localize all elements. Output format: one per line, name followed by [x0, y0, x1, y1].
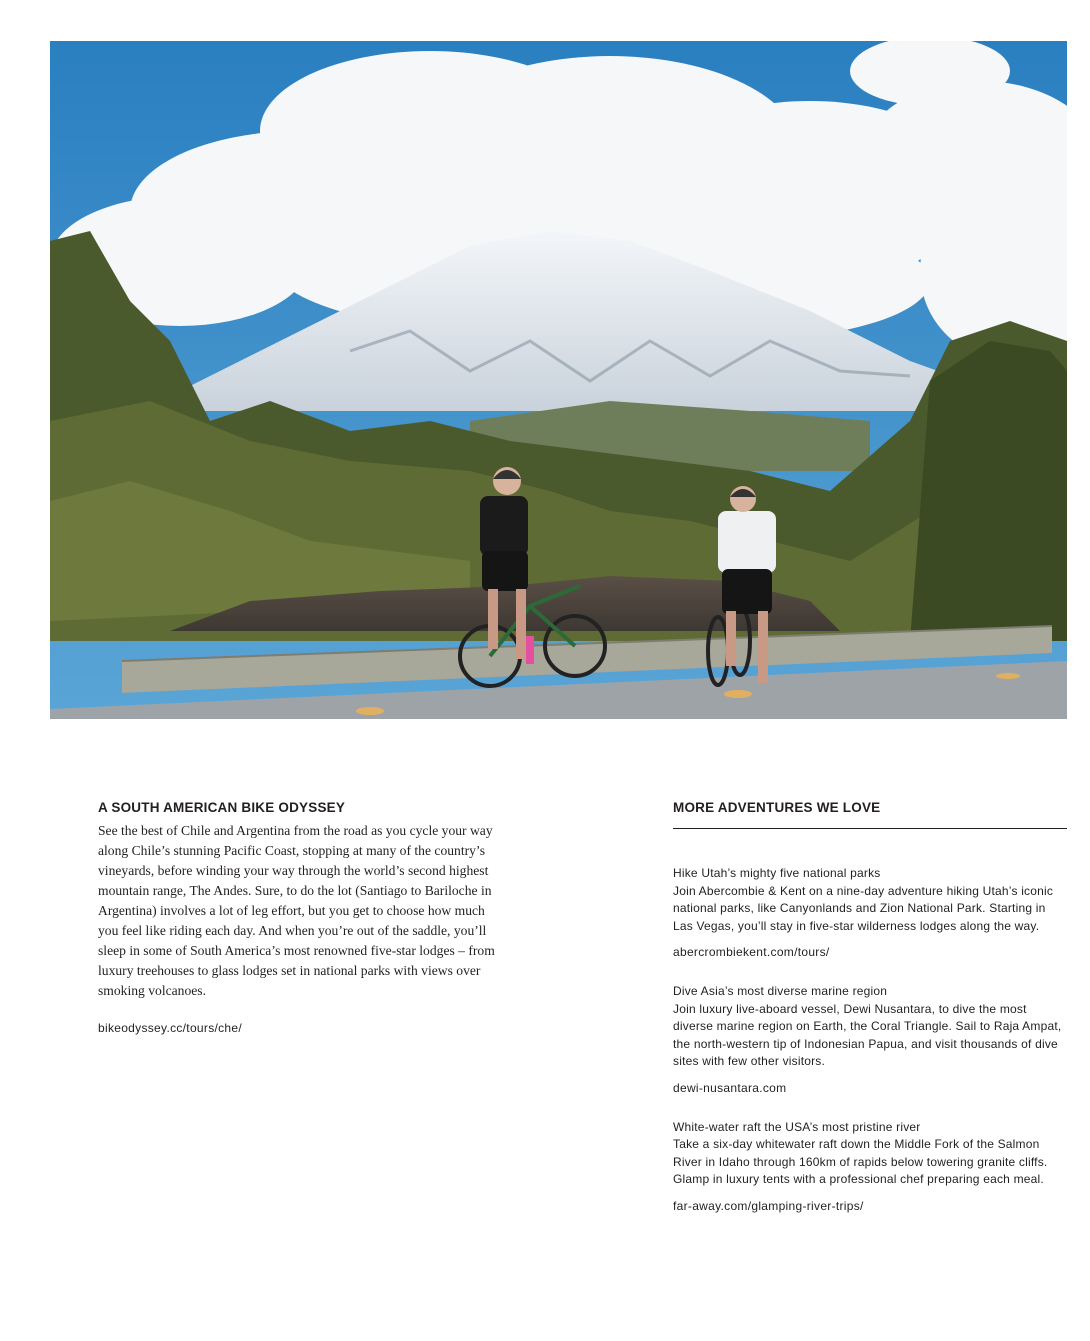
adventure-item [673, 1119, 1067, 1213]
volcano-cyclists-image [50, 41, 1067, 719]
adventure-item [673, 983, 1067, 1095]
adventure-title: Dive Asia’s most diverse marine region [673, 984, 888, 998]
more-adventures-sidebar [673, 799, 1067, 1213]
hero-photo [50, 41, 1067, 719]
adventure-link[interactable]: far-away.com/glamping-river-trips/ [673, 1198, 864, 1213]
adventure-description: Take a six-day whitewater raft down the Middle Fork of the Salmon River in Idaho through 160km of rapids below towering granite cliffs. Glamp in luxury tents with a professional chef preparing each meal. [673, 1137, 1048, 1186]
article-link[interactable]: bikeodyssey.cc/tours/che/ [98, 1021, 243, 1035]
adventure-link[interactable]: dewi-nusantara.com [673, 1080, 787, 1095]
adventure-title: Hike Utah’s mighty five national parks [673, 866, 881, 880]
article-body: See the best of Chile and Argentina from the road as you cycle your way along Chile’s stunning Pacific Coast, stopping at many of the country’s vineyards, before winding your way through the world’s second highest mountain range, The Andes. Sure, to do the lot (Santiago to Bariloche in Argentina) involves a lot of leg effort, but you get to choose how much you feel like riding each day. And when you’re out of the saddle, you’ll sleep in some of South America’s most renowned five-star lodges – from luxury treehouses to glass lodges set in national parks with views over smoking volcanoes. [98, 823, 495, 998]
article-title: A SOUTH AMERICAN BIKE ODYSSEY [98, 800, 346, 815]
adventure-title: White-water raft the USA’s most pristine river [673, 1119, 921, 1134]
adventure-description: Join luxury live-aboard vessel, Dewi Nusantara, to dive the most diverse marine region on Earth, the Coral Triangle. Sail to Raja Ampat, the north-western tip of Indonesian Papua, and visit thousands of dive sites with few other visitors. [673, 1001, 1062, 1068]
main-article [98, 799, 498, 1035]
sidebar-title: MORE ADVENTURES WE LOVE [673, 799, 1067, 829]
adventure-link[interactable]: abercrombiekent.com/tours/ [673, 945, 830, 959]
adventure-item [673, 865, 1067, 959]
adventure-description: Join Abercombie & Kent on a nine-day adventure hiking Utah’s iconic national parks, like Canyonlands and Zion National Park. Starting in Las Vegas, you’ll stay in five-star wilderness lodges along the way. [673, 883, 1054, 933]
